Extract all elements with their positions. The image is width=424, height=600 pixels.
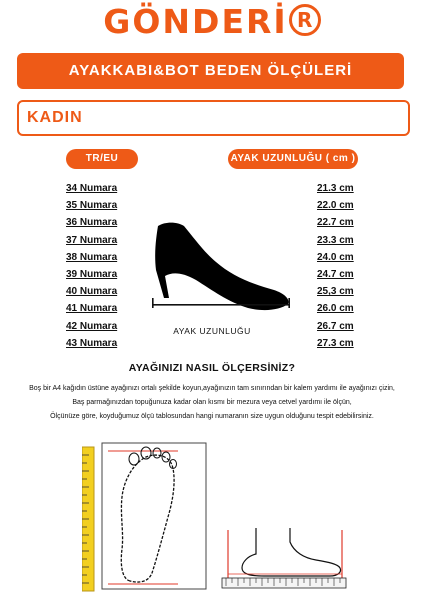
size-item: 42 Numara	[66, 320, 118, 332]
foot-tracing-figure	[82, 441, 210, 593]
length-item: 25,3 cm	[317, 286, 354, 298]
instruction-line: Ölçünüze göre, koyduğumuz ölçü tablosundan hangi numaranın size uygun olduğunu tespit edebilirsiniz.	[50, 413, 374, 420]
size-item: 39 Numara	[66, 268, 118, 280]
size-item: 37 Numara	[66, 234, 118, 246]
size-item: 40 Numara	[66, 286, 118, 298]
how-to-measure-heading: AYAĞINIZI NASIL ÖLÇERSİNİZ?	[128, 362, 296, 374]
size-item: 34 Numara	[66, 183, 118, 194]
instruction-line: Baş parmağınızdan topuğunuza kadar olan kısmı bir mezura veya cetvel yardımı ile ölçün,	[72, 399, 352, 406]
foot-length-column-header: AYAK UZUNLUĞU ( cm )	[228, 149, 358, 169]
brand-name: GÖNDERİ	[103, 2, 288, 41]
page-title: AYAKKABI&BOT BEDEN ÖLÇÜLERİ	[17, 53, 404, 89]
length-item: 27.3 cm	[317, 337, 354, 349]
side-view-measure-figure	[220, 522, 348, 592]
length-item: 23.3 cm	[317, 234, 354, 246]
brand-logo	[0, 2, 424, 42]
length-item: 24.7 cm	[317, 268, 354, 280]
length-item: 24.0 cm	[317, 251, 354, 263]
size-item: 38 Numara	[66, 251, 118, 263]
instruction-line: Boş bir A4 kağıdın üstüne ayağınızı ortalı şekilde koyun,ayağınızın tam sınırından bir kalem yardımı ile ayağınızı çizin,	[29, 385, 395, 392]
size-item: 43 Numara	[66, 337, 118, 349]
length-item: 21.3 cm	[317, 183, 354, 194]
size-item: 36 Numara	[66, 217, 118, 229]
length-item: 22.7 cm	[317, 217, 354, 229]
size-item: 35 Numara	[66, 200, 118, 212]
size-item: 41 Numara	[66, 303, 118, 315]
high-heel-shoe-icon	[148, 218, 294, 320]
tr-eu-column-header: TR/EU	[66, 149, 138, 169]
length-item: 22.0 cm	[317, 200, 354, 212]
length-item: 26.0 cm	[317, 303, 354, 315]
gender-section-label: KADIN	[17, 100, 410, 136]
registered-mark-icon: R	[289, 4, 321, 36]
foot-length-caption: AYAK UZUNLUĞU	[173, 326, 251, 336]
length-item: 26.7 cm	[317, 320, 354, 332]
